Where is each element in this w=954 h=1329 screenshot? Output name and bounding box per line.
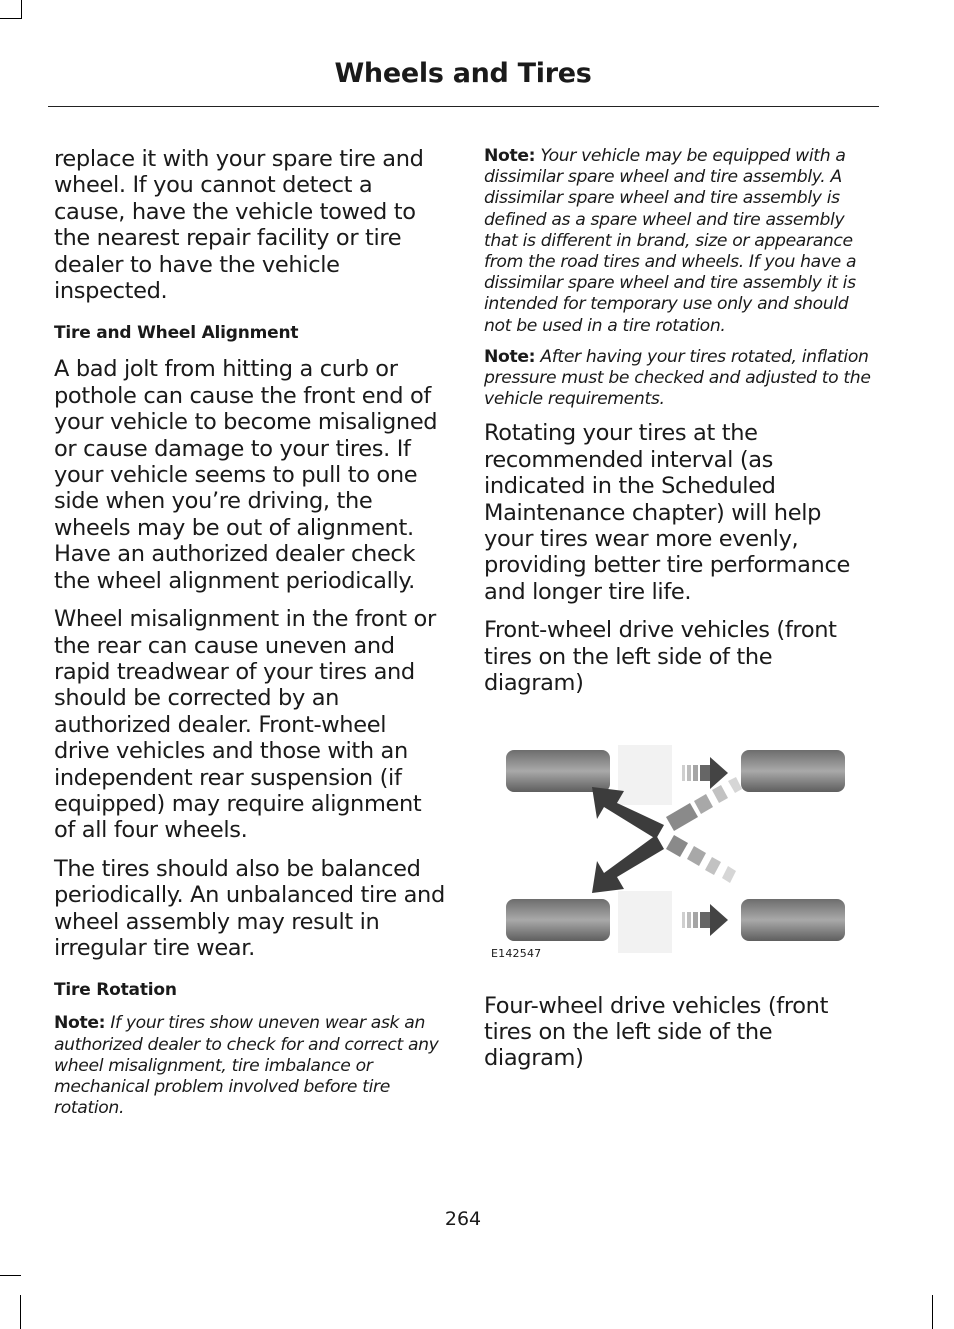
note-label: Note: <box>54 1013 106 1034</box>
crop-mark <box>20 1295 21 1329</box>
tire-front-left-icon <box>506 750 610 792</box>
note-text: After having your tires rotated, inflation pressure must be checked and adjusted to the vehicle requirements. <box>484 346 871 410</box>
note <box>54 1013 446 1119</box>
paragraph: The tires should also be balanced periodically. An unbalanced tire and wheel assembly may result in irregular tire wear. <box>54 855 445 961</box>
paragraph: A bad jolt from hitting a curb or pothole can cause the front end of your vehicle to become misaligned or cause damage to your tires. If your vehicle seems to pull to one side when you’re driving, the wheels may be out of alignment. Have an authorized dealer check the wheel alignment periodically. <box>54 356 438 594</box>
tire-rear-right-icon <box>741 899 845 941</box>
paragraph: Rotating your tires at the recommended interval (as indicated in the Scheduled Maintenance chapter) will help your tires wear more evenly, providing better tire performance and longer tire life. <box>484 420 850 605</box>
title-divider <box>48 106 879 107</box>
page-title: Wheels and Tires <box>334 58 592 89</box>
tire-front-right-icon <box>741 750 845 792</box>
crop-mark <box>932 1295 933 1329</box>
left-column <box>54 146 446 1129</box>
paragraph: replace it with your spare tire and wheel. If you cannot detect a cause, have the vehicle towed to the nearest repair facility or tire dealer to have the vehicle inspected. <box>54 146 424 305</box>
paragraph: Four-wheel drive vehicles (front tires on the left side of the diagram) <box>484 992 829 1072</box>
crop-mark <box>0 1275 21 1276</box>
crop-mark <box>21 0 22 19</box>
arrow-right-icon <box>682 757 728 789</box>
tire-rear-left-icon <box>506 899 610 941</box>
note <box>484 347 876 411</box>
note <box>484 146 876 337</box>
paragraph: Wheel misalignment in the front or the rear can cause uneven and rapid treadwear of your tires and should be corrected by an authorized dealer. Front-wheel drive vehicles and those with an independent rear suspension (if equipped) may require alignment of all four wheels. <box>54 606 436 844</box>
section-heading-rotation: Tire Rotation <box>54 980 177 1001</box>
note-label: Note: <box>484 346 536 367</box>
dashed-path-icon <box>666 777 742 883</box>
note-text: If your tires show uneven wear ask an authorized dealer to check for and correct any wheel misalignment, tire imbalance or mechanical problem involved before tire rotation. <box>54 1013 439 1119</box>
background-panel <box>618 745 672 805</box>
arrow-diagonal-down-left-icon <box>592 835 664 893</box>
arrow-right-icon <box>682 904 728 936</box>
crop-mark <box>0 18 22 19</box>
tire-rotation-illustration <box>484 715 876 977</box>
paragraph: Front-wheel drive vehicles (front tires on the left side of the diagram) <box>484 617 837 697</box>
section-heading-alignment: Tire and Wheel Alignment <box>54 323 299 344</box>
tire-rotation-diagram <box>484 715 876 977</box>
page-number: 264 <box>444 1208 482 1230</box>
note-text: Your vehicle may be equipped with a dissimilar spare wheel and tire assembly. A dissimilar spare wheel and tire assembly is defined as a spare wheel and tire assembly that is different in brand, size or appearance from the road tires and wheels. If you have a dissimilar spare wheel and tire assembly it is intended for temporary use only and should not be used in a tire rotation. <box>484 146 857 336</box>
note-label: Note: <box>484 146 536 166</box>
background-panel <box>618 891 672 953</box>
figure-code: E142547 <box>491 946 542 960</box>
right-column <box>484 146 876 1084</box>
